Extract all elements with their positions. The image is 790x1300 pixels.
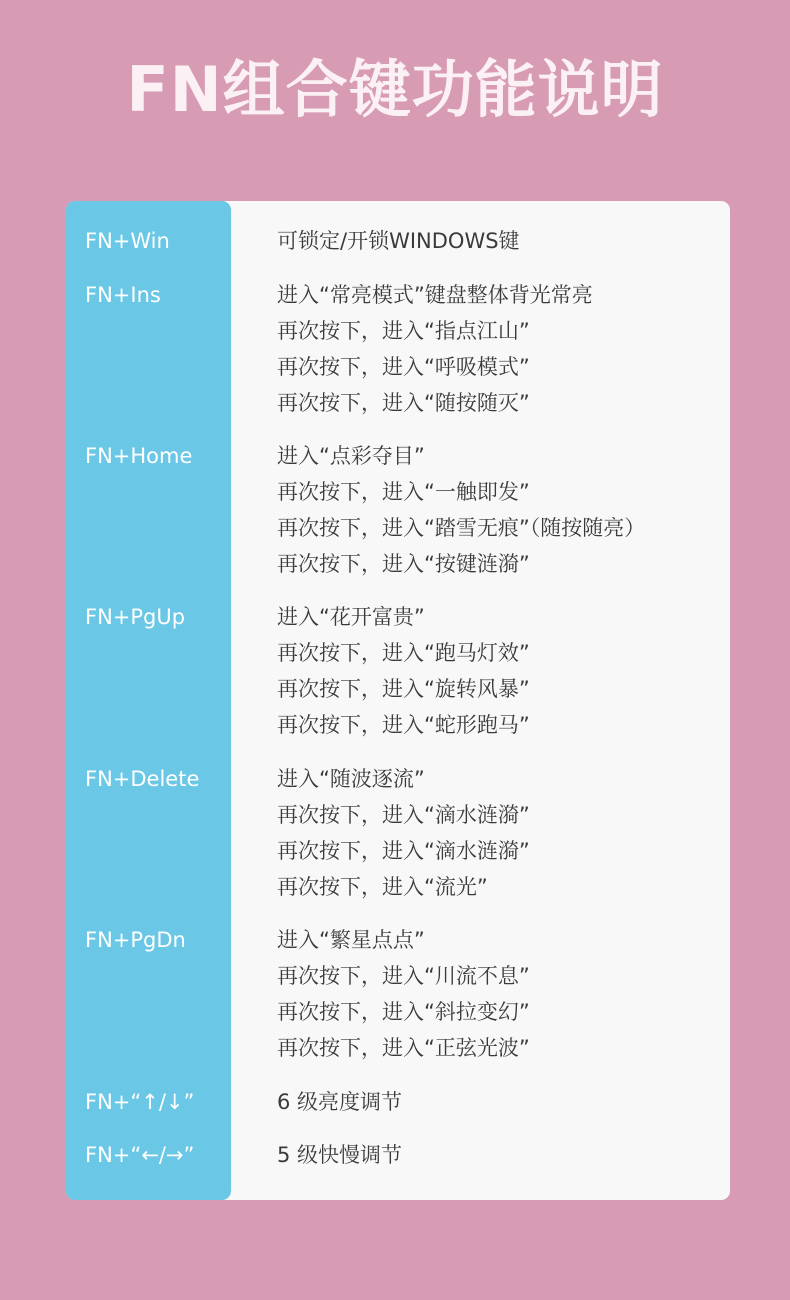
- description-line: 进入“常亮模式”键盘整体背光常亮: [277, 283, 593, 307]
- description-line: 进入“花开富贵”: [277, 605, 425, 629]
- description-line: 再次按下，进入“跑马灯效”: [277, 641, 530, 665]
- description-line: 再次按下，进入“随按随灭”: [277, 391, 530, 415]
- description-line: 再次按下，进入“旋转风暴”: [277, 677, 530, 701]
- description-line: 再次按下，进入“滴水涟漪”: [277, 839, 530, 863]
- description: [277, 922, 727, 1066]
- description-line: 再次按下，进入“川流不息”: [277, 964, 530, 988]
- description-line: 再次按下，进入“斜拉变幻”: [277, 1000, 530, 1024]
- key-label: FN+Ins: [85, 283, 161, 307]
- description-line: 再次按下，进入“流光”: [277, 875, 488, 899]
- description-line: 再次按下，进入“蛇形跑马”: [277, 713, 530, 737]
- description-line: 再次按下，进入“呼吸模式”: [277, 355, 530, 379]
- description-line: 再次按下，进入“按键涟漪”: [277, 552, 530, 576]
- key-label: FN+PgUp: [85, 605, 186, 629]
- key-label: FN+“←/→”: [85, 1143, 195, 1167]
- key-label: FN+Home: [85, 444, 193, 468]
- key-label: FN+PgDn: [85, 928, 186, 952]
- description-line: 进入“点彩夺目”: [277, 444, 425, 468]
- description-line: 再次按下，进入“踏雪无痕”（随按随亮）: [277, 516, 646, 540]
- description: [277, 761, 727, 905]
- description: [277, 599, 727, 743]
- description-line: 进入“随波逐流”: [277, 767, 425, 791]
- description: [277, 277, 727, 421]
- description-line: 再次按下，进入“滴水涟漪”: [277, 803, 530, 827]
- description-line: 再次按下，进入“正弦光波”: [277, 1036, 530, 1060]
- description: [277, 1084, 727, 1120]
- page-title: FN组合键功能说明: [126, 53, 664, 126]
- description: [277, 223, 727, 259]
- key-label: FN+Win: [85, 229, 170, 253]
- key-label: FN+“↑/↓”: [85, 1090, 195, 1114]
- description-line: 可锁定/开锁WINDOWS键: [277, 229, 520, 253]
- description-line: 6 级亮度调节: [277, 1090, 403, 1114]
- description-line: 5 级快慢调节: [277, 1143, 403, 1167]
- key-column: [66, 201, 231, 1200]
- key-label: FN+Delete: [85, 767, 200, 791]
- fn-shortcut-table: [66, 201, 730, 1200]
- description-line: 再次按下，进入“一触即发”: [277, 480, 530, 504]
- description: [277, 1137, 727, 1173]
- description: [277, 438, 727, 582]
- description-line: 再次按下，进入“指点江山”: [277, 319, 530, 343]
- description-line: 进入“繁星点点”: [277, 928, 425, 952]
